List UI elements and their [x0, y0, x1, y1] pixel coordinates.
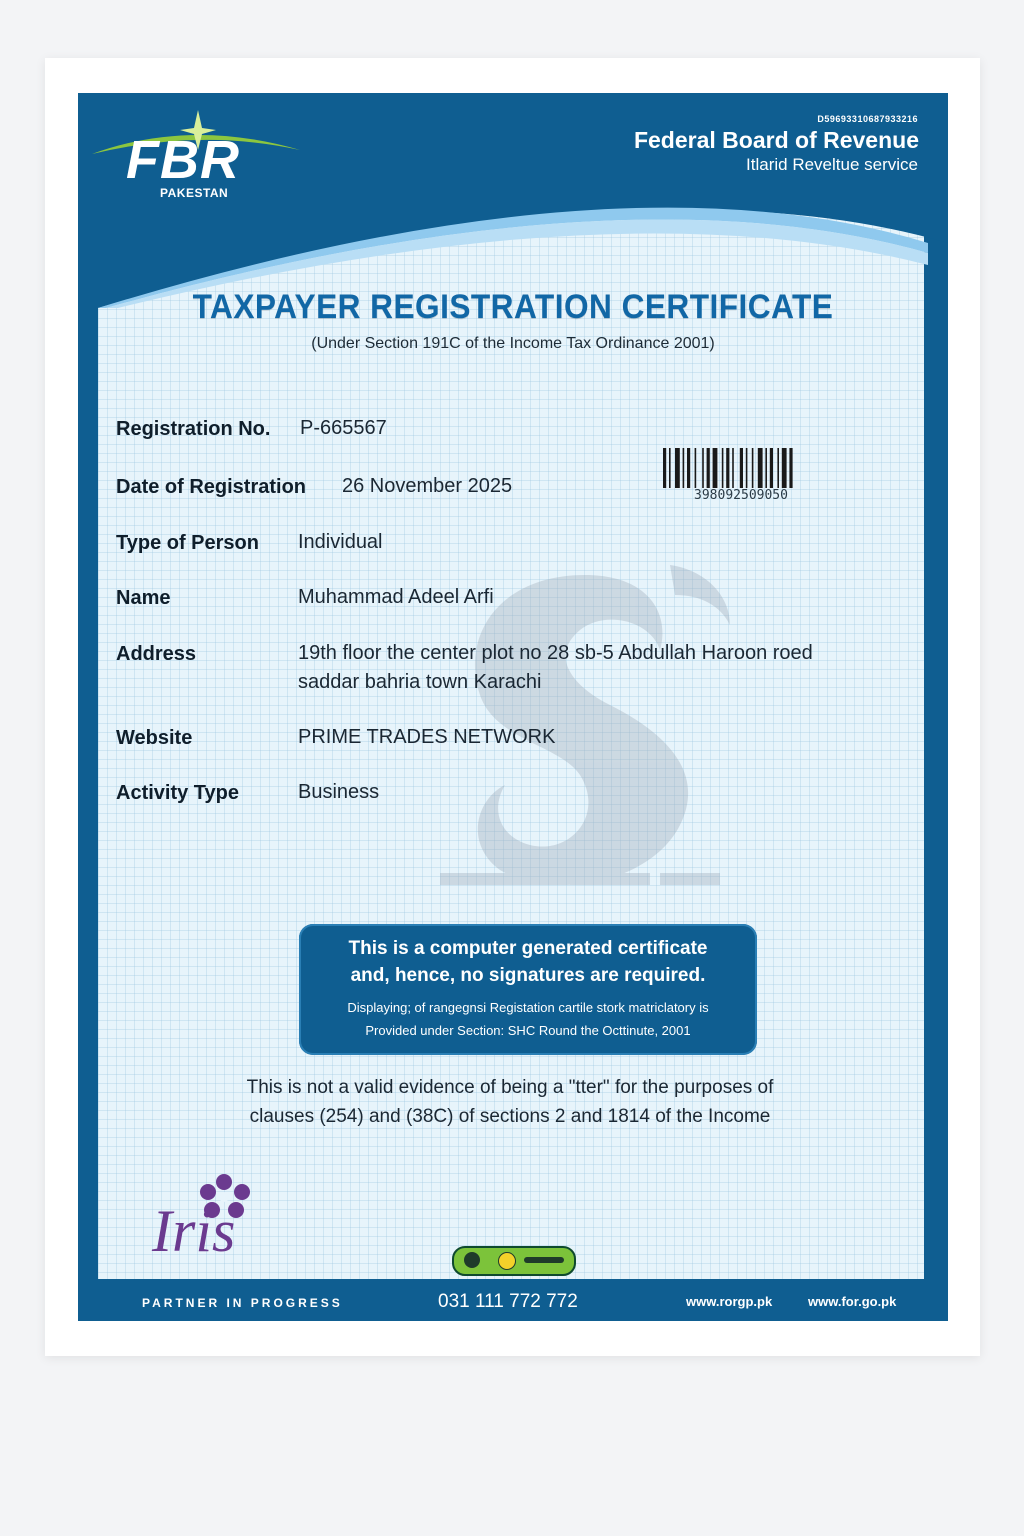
barcode-bar — [687, 448, 690, 488]
barcode-bar — [740, 448, 743, 488]
barcode-bar — [746, 448, 748, 488]
footer-website-2[interactable]: www.for.go.pk — [808, 1294, 897, 1309]
barcode-bar — [765, 448, 767, 488]
disclaimer-line2: clauses (254) and (38C) of sections 2 and 1814 of the Income — [249, 1106, 771, 1127]
type-of-person-label: Type of Person — [116, 532, 259, 554]
address-line2: saddar bahria town Karachi — [298, 671, 542, 693]
barcode-bar — [663, 448, 666, 488]
notice-line3: Displaying; of rangegnsi Registation cartile stork matriclatory is — [347, 1000, 709, 1015]
notice-line4: Provided under Section: SHC Round the Octtinute, 2001 — [365, 1023, 691, 1038]
activity-type-value: Business — [298, 781, 380, 803]
barcode-bar — [669, 448, 671, 488]
barcode-bar — [770, 448, 773, 488]
barcode-number: 398092509050 — [694, 488, 788, 503]
date-of-registration-value: 26 November 2025 — [342, 475, 513, 497]
fbr-logo-country: PAKESTAN — [160, 186, 229, 200]
disclaimer-line1: This is not a valid evidence of being a "tter" for the purposes of — [246, 1077, 774, 1098]
footer-phone: 031 111 772 772 — [438, 1291, 578, 1312]
website-value: PRIME TRADES NETWORK — [298, 726, 556, 748]
computer-generated-notice — [299, 924, 757, 1055]
badge-left-icon — [464, 1252, 480, 1268]
barcode-bar — [777, 448, 779, 488]
barcode-icon — [663, 448, 819, 488]
notice-line1: This is a computer generated certificate — [348, 938, 708, 959]
badge-center-icon — [498, 1252, 516, 1270]
address-line1: 19th floor the center plot no 28 sb-5 Abdullah Haroon roed — [298, 642, 813, 664]
badge-right-text-icon — [524, 1257, 564, 1263]
barcode-bar — [752, 448, 754, 488]
notice-line2: and, hence, no signatures are required. — [350, 965, 706, 986]
type-of-person-value: Individual — [298, 531, 383, 553]
org-name: Federal Board of Revenue — [633, 127, 919, 153]
registration-no-label: Registration No. — [116, 418, 271, 440]
barcode-bar — [695, 448, 697, 488]
fbr-logo-text: FBR — [126, 130, 240, 190]
date-of-registration-label: Date of Registration — [116, 476, 307, 498]
iris-logo-text: Iris — [152, 1198, 236, 1264]
barcode-bar — [702, 448, 704, 488]
barcode-bar — [713, 448, 718, 488]
barcode-bar — [732, 448, 734, 488]
disclaimer — [200, 1073, 820, 1131]
partner-badge — [452, 1246, 576, 1276]
registration-no-value: P-665567 — [300, 417, 387, 439]
footer-website-1[interactable]: www.rorgp.pk — [686, 1294, 773, 1309]
barcode-bar — [782, 448, 787, 488]
footer-tagline: PARTNER IN PROGRESS — [142, 1296, 343, 1310]
org-code: D59693310687933216 — [817, 114, 918, 124]
barcode-bar — [726, 448, 729, 488]
org-subtitle: Itlarid Reveltue service — [746, 155, 918, 174]
certificate-title: TAXPAYER REGISTRATION CERTIFICATE — [192, 288, 834, 326]
barcode-bar — [789, 448, 792, 488]
barcode-bar — [707, 448, 710, 488]
activity-type-label: Activity Type — [116, 782, 239, 804]
barcode-bar — [675, 448, 680, 488]
address-label: Address — [116, 643, 197, 665]
website-label: Website — [116, 727, 193, 749]
barcode-bar — [758, 448, 763, 488]
name-label: Name — [116, 587, 171, 609]
name-value: Muhammad Adeel Arfi — [298, 586, 494, 608]
barcode-bar — [722, 448, 724, 488]
barcode-bar — [683, 448, 685, 488]
certificate-subtitle: (Under Section 191C of the Income Tax Ordinance 2001) — [311, 335, 715, 352]
